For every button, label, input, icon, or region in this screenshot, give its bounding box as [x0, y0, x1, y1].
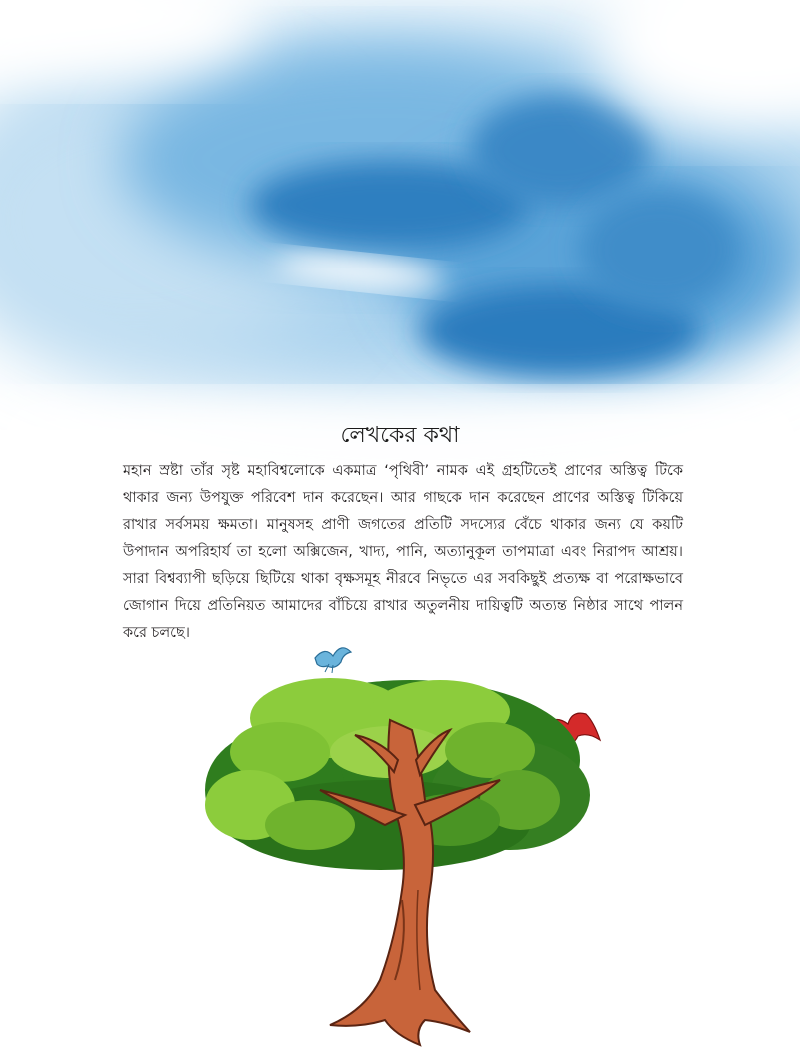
page-title: লেখকের কথা: [340, 423, 460, 448]
body-paragraph: মহান স্রষ্টা তাঁর সৃষ্ট মহাবিশ্বলোকে একমাত্র ‘পৃথিবী’ নামক এই গ্রহটিতেই প্রাণের অস্তিত্ব টিকে থাকার জন্য উপযুক্ত পরিবেশ দান করেছেন। আর গাছকে দান করেছেন প্রাণের অস্তিত্ব টিকিয়ে রাখার সর্বসময় ক্ষমতা। মানুষসহ প্রাণী জগতের প্রতিটি সদস্যের বেঁচে থাকার জন্য যে কয়টি উপাদান অপরিহার্য তা হলো অক্সিজেন, খাদ্য, পানি, অত্যানুকূল তাপমাত্রা এবং নিরাপদ আশ্রয়। সারা বিশ্বব্যাপী ছড়িয়ে ছিটিয়ে থাকা বৃক্ষসমূহ নীরবে নিভৃতে এর সবকিছুই প্রত্যক্ষ বা পরোক্ষভাবে জোগান দিয়ে প্রতিনিয়ত আমাদের বাঁচিয়ে রাখার অতুলনীয় দায়িত্বটি অত্যন্ত নিষ্ঠার সাথে পালন করে চলছে।: [123, 463, 683, 641]
sky-watercolor-background: [0, 0, 800, 460]
tree-illustration: [180, 640, 620, 1060]
blue-bird-icon: [315, 648, 351, 673]
